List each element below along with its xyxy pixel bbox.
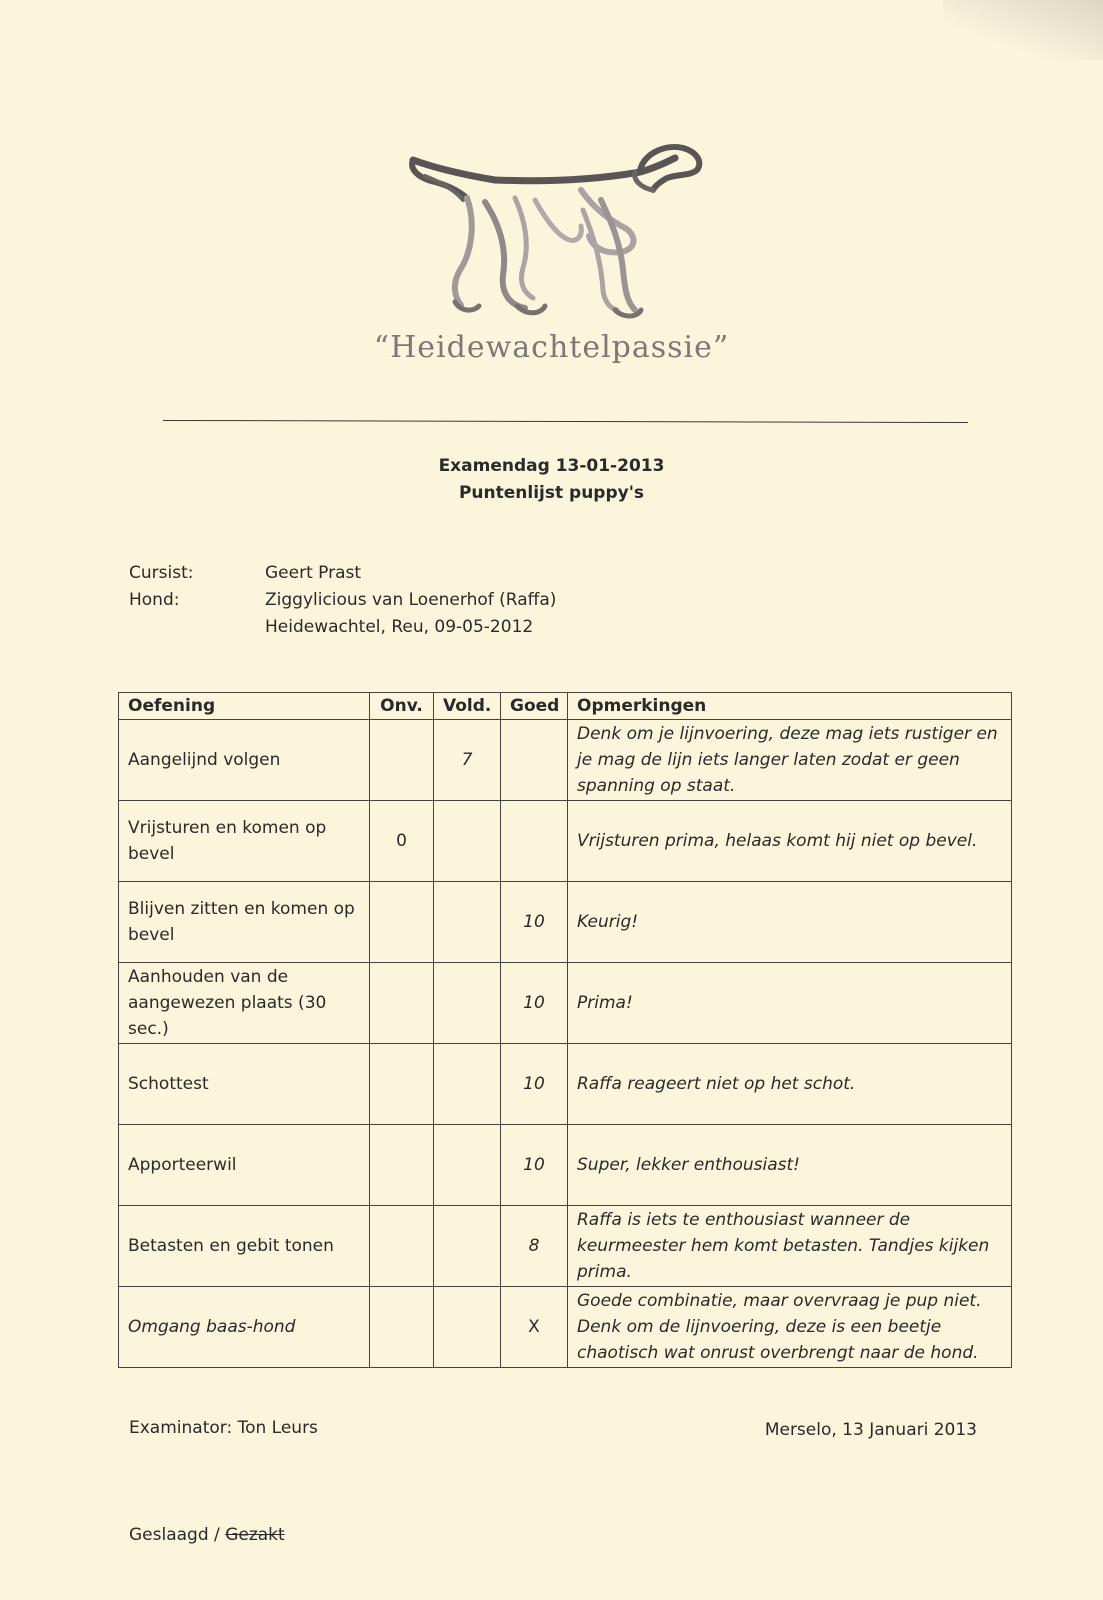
onv-cell: [370, 1125, 434, 1206]
exercise-cell: Omgang baas-hond: [119, 1287, 370, 1368]
vold-cell: [434, 1044, 501, 1125]
note-cell: Prima!: [568, 963, 1012, 1044]
goed-cell: 8: [501, 1206, 568, 1287]
note-cell: Keurig!: [568, 882, 1012, 963]
table-row: [119, 1125, 1012, 1206]
table-row: [119, 801, 1012, 882]
vold-cell: 7: [434, 720, 501, 801]
note-cell: Super, lekker enthousiast!: [568, 1125, 1012, 1206]
goed-cell: 10: [501, 1125, 568, 1206]
goed-cell: 10: [501, 1044, 568, 1125]
goed-cell: 10: [501, 963, 568, 1044]
header-goed: Goed: [501, 693, 568, 720]
onv-cell: 0: [370, 801, 434, 882]
cursist-value: Geert Prast: [265, 563, 362, 583]
vold-cell: [434, 1206, 501, 1287]
goed-cell: X: [501, 1287, 568, 1368]
onv-cell: [370, 1044, 434, 1125]
note-cell: Vrijsturen prima, helaas komt hij niet op bevel.: [568, 801, 1012, 882]
exercise-cell: Vrijsturen en komen op bevel: [119, 801, 370, 882]
brand-name: “Heidewachtelpassie”: [373, 330, 730, 365]
table-row: [119, 1206, 1012, 1287]
header-oefening: Oefening: [119, 693, 370, 720]
note-cell: Raffa reageert niet op het schot.: [568, 1044, 1012, 1125]
goed-cell: [501, 801, 568, 882]
onv-cell: [370, 963, 434, 1044]
examiner: Examinator: Ton Leurs: [129, 1418, 318, 1438]
exercise-cell: Blijven zitten en komen op bevel: [119, 882, 370, 963]
table-header-row: [119, 693, 1012, 720]
onv-cell: [370, 720, 434, 801]
score-table: [118, 692, 1012, 1368]
exercise-cell: Apporteerwil: [119, 1125, 370, 1206]
exam-result: [129, 1525, 285, 1545]
onv-cell: [370, 882, 434, 963]
vold-cell: [434, 1125, 501, 1206]
table-row: [119, 963, 1012, 1044]
note-cell: Denk om je lijnvoering, deze mag iets rustiger en je mag de lijn iets langer laten zodat er geen spanning op staat.: [568, 720, 1012, 801]
vold-cell: [434, 963, 501, 1044]
exercise-cell: Schottest: [119, 1044, 370, 1125]
vold-cell: [434, 801, 501, 882]
exercise-cell: Betasten en gebit tonen: [119, 1206, 370, 1287]
table-row: [119, 882, 1012, 963]
header-vold: Vold.: [434, 693, 501, 720]
exam-title: Examendag 13-01-2013: [438, 456, 665, 476]
hond-value: Ziggylicious van Loenerhof (Raffa): [265, 590, 557, 610]
result-failed: Gezakt: [225, 1525, 285, 1545]
result-separator: /: [208, 1525, 226, 1545]
note-cell: Goede combinatie, maar overvraag je pup niet. Denk om de lijnvoering, deze is een beetje chaotisch wat onrust overbrengt naar de hond.: [568, 1287, 1012, 1368]
onv-cell: [370, 1206, 434, 1287]
exercise-cell: Aangelijnd volgen: [119, 720, 370, 801]
scan-shadow: [943, 0, 1103, 60]
hond-details: Heidewachtel, Reu, 09-05-2012: [265, 617, 534, 637]
table-row: [119, 1287, 1012, 1368]
onv-cell: [370, 1287, 434, 1368]
result-passed: Geslaagd: [129, 1525, 209, 1545]
vold-cell: [434, 1287, 501, 1368]
exam-subtitle: Puntenlijst puppy's: [458, 483, 645, 503]
note-cell: Raffa is iets te enthousiast wanneer de keurmeester hem komt betasten. Tandjes kijken prima.: [568, 1206, 1012, 1287]
goed-cell: 10: [501, 882, 568, 963]
table-row: [119, 720, 1012, 801]
divider: [163, 420, 968, 423]
table-row: [119, 1044, 1012, 1125]
header-onv: Onv.: [370, 693, 434, 720]
vold-cell: [434, 882, 501, 963]
place-date: Merselo, 13 Januari 2013: [764, 1420, 977, 1440]
hond-label: Hond:: [129, 590, 180, 610]
exercise-cell: Aanhouden van de aangewezen plaats (30 sec.): [119, 963, 370, 1044]
goed-cell: [501, 720, 568, 801]
header-opmerkingen: Opmerkingen: [568, 693, 1012, 720]
dog-icon: [405, 140, 725, 330]
cursist-label: Cursist:: [129, 563, 194, 583]
